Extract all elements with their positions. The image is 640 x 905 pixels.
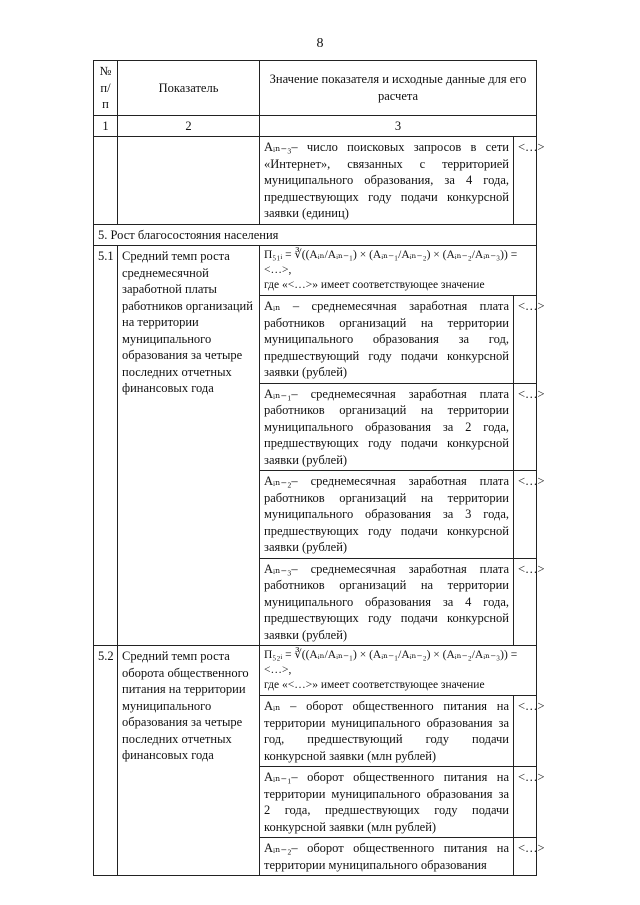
a-in-description: Aᵢₙ – среднемесячная заработная плата работников организаций на территории муниципального образования за год, предшествующий году подачи конкурсной заявки (рублей) [260,296,514,384]
header-value: Значение показателя и исходные данные для его расчета [260,61,537,116]
header-row [94,61,537,116]
a-in2-description: Aᵢₙ₋₂– среднемесячная заработная плата работников организаций на территории муниципального образования за 3 года, предшествующих году подачи конкурсной заявки (рублей) [260,471,514,559]
header-indicator: Показатель [118,61,260,116]
page-number: 8 [316,36,324,51]
value-placeholder: <…> [514,767,537,838]
a-in2-description: Aᵢₙ₋₂– оборот общественного питания на территории муниципального образования [260,838,514,876]
a-in3-description: Aᵢₙ₋₃– среднемесячная заработная плата работников организаций на территории муниципального образования за 4 года, предшествующих году подачи конкурсной заявки (рублей) [260,558,514,646]
section-title: 5. Рост благосостояния населения [94,224,537,246]
value-placeholder: <…> [514,471,537,559]
numbering-row [94,115,537,137]
value-placeholder: <…> [514,137,537,225]
formula-note: где «<…>» имеет соответствующее значение [264,279,485,291]
value-placeholder: <…> [514,558,537,646]
formula: П₅₂ᵢ = ∛((Aᵢₙ/Aᵢₙ₋₁) × (Aᵢₙ₋₁/Aᵢₙ₋₂) × (Aᵢₙ₋₂/Aᵢₙ₋₃)) = <…>, [264,649,518,676]
row-number: 5.2 [94,646,118,876]
a-in3-search-queries: Aᵢₙ₋₃– число поисковых запросов в сети «Интернет», связанных с территорией муниципального образования, за 4 года, предшествующих году подачи конкурсной заявки (единиц) [260,137,514,225]
formula: П₅₁ᵢ = ∛((Aᵢₙ/Aᵢₙ₋₁) × (Aᵢₙ₋₁/Aᵢₙ₋₂) × (Aᵢₙ₋₂/Aᵢₙ₋₃)) = <…>, [264,249,518,276]
formula-note: где «<…>» имеет соответствующее значение [264,679,485,691]
table-row [94,137,537,225]
numbering-1: 1 [94,115,118,137]
table-row [94,246,537,296]
indicator-name: Средний темп роста оборота общественного питания на территории муниципального образования за четыре последних отчетных финансовых года [118,646,260,876]
header-number: № п/п [94,61,118,116]
value-placeholder: <…> [514,383,537,471]
row-number: 5.1 [94,246,118,646]
indicator-table [93,60,545,876]
a-in-description: Aᵢₙ – оборот общественного питания на территории муниципального образования за год, предшествующий году подачи конкурсной заявки (млн рублей) [260,696,514,767]
numbering-3: 3 [260,115,537,137]
section-row [94,224,537,246]
value-placeholder: <…> [514,838,537,876]
numbering-2: 2 [118,115,260,137]
value-placeholder: <…> [514,296,537,384]
formula-cell [260,646,537,696]
a-in1-description: Aᵢₙ₋₁– оборот общественного питания на территории муниципального образования за 2 года, предшествующих году подачи конкурсной заявки (млн рублей) [260,767,514,838]
table-row [94,646,537,696]
a-in1-description: Aᵢₙ₋₁– среднемесячная заработная плата работников организаций на территории муниципального образования за 2 года, предшествующих году подачи конкурсной заявки (рублей) [260,383,514,471]
indicator-name: Средний темп роста среднемесячной заработной платы работников организаций на территории муниципального образования за четыре последних отчетных финансовых года [118,246,260,646]
formula-cell [260,246,537,296]
value-placeholder: <…> [514,696,537,767]
